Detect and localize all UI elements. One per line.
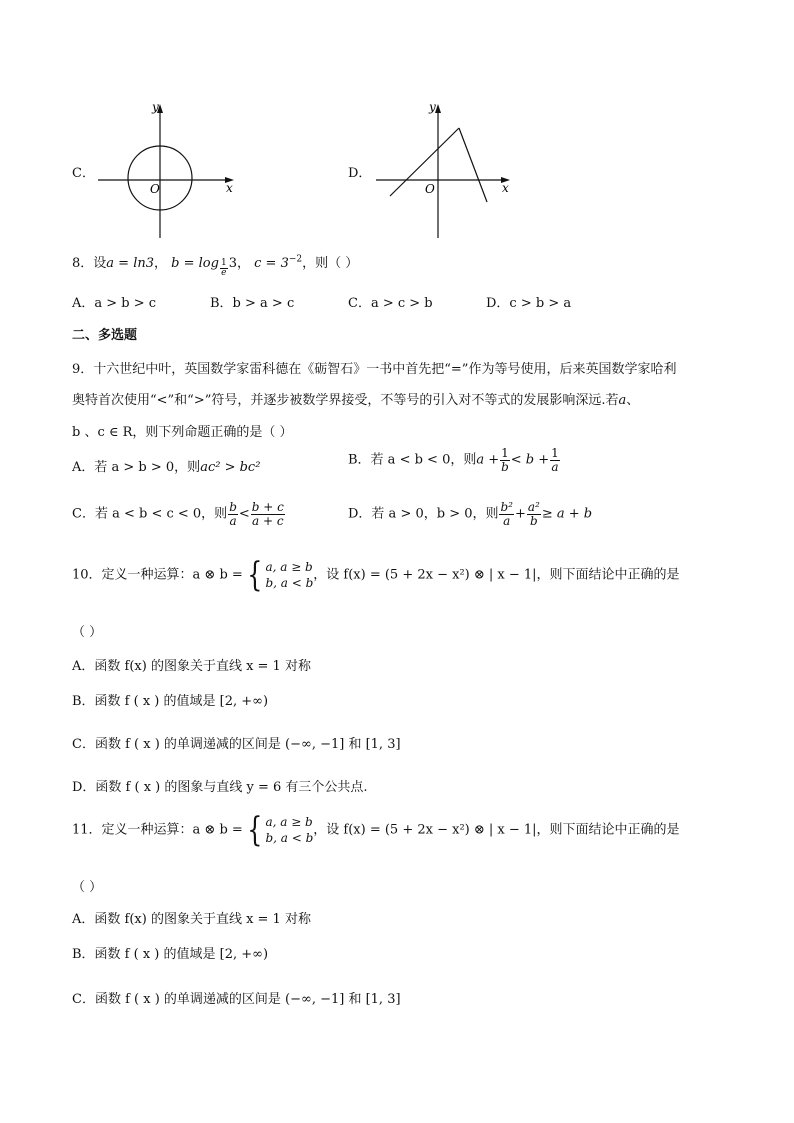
q9-line-2: 奥特首次使用“<”和“>”符号，并逐步被数学界接受，不等号的引入对不等式的发展影响深远.若a、 [72,393,640,408]
section-heading-multi-choice: 二、多选题 [72,328,138,343]
y-label: y [429,100,436,114]
option-c-label: C． [72,166,95,181]
graph-d-lines [372,98,522,240]
y-axis-arrow [435,104,441,113]
option-d-label: D． [348,166,372,181]
q8-suffix: ，则（ ） [302,256,359,271]
question-8: 8．设a = ln3， b = log $\frac{1}{e}$ 3， $c = 3^{-2}$，则（ ） [72,254,359,278]
q9-option-b: B．若 a < b < 0，则a + $\frac{1}{b}$ < b + $\frac{1}{a}$ [348,446,559,474]
q8-option-a: A．a > b > c [72,296,157,311]
q11-option-c: C．函数 f ( x ) 的单调递减的区间是 (−∞, −1] 和 [1, 3] [72,992,401,1007]
q9-option-c: C．若 a < b < c < 0，则 $\frac{b}{a}$ < $\frac{b + c}{a + c}$ [72,500,284,528]
q11-paren: （ ） [72,880,103,895]
q10-option-b: B．函数 f ( x ) 的值域是 [2, +∞) [72,694,269,709]
q8-b-expr: b = log [171,256,219,271]
q11-option-a: A．函数 f(x) 的图象关于直线 x = 1 对称 [72,912,311,927]
q8-option-d: D．c > b > a [486,296,572,311]
q8-option-c: C．a > c > b [348,296,433,311]
q9-line-3: b 、c ∈ R，则下列命题正确的是（ ） [72,425,293,440]
q10-option-a: A．函数 f(x) 的图象关于直线 x = 1 对称 [72,659,311,674]
graph-c-circle [92,98,242,240]
q8-log-base: $\frac{1}{e}$ [220,257,227,278]
q9-option-d: D．若 a > 0，b > 0，则 $\frac{\text{b²}}{a}$ + $\frac{\text{a²}}{b}$ ≥ a + b [348,500,593,528]
q11-stem: 11．定义一种运算：a ⊗ b = { a, a ≥ b b, a < b ，设 f(x) = (5 + 2x − x²) ⊗ | x − 1|，则下面结论中正确的是 [72,810,680,850]
q9-line-1: 9．十六世纪中叶，英国数学家雷科德在《砺智石》一书中首先把“=”作为等号使用，后来英国数学家哈利 [72,362,677,377]
q8-c-expr: c = 3 [254,256,289,271]
q10-option-d: D．函数 f ( x ) 的图象与直线 y = 6 有三个公共点. [72,780,368,795]
q8-a-expr: a = ln3 [106,256,154,271]
origin-label: O [425,182,435,196]
q10-stem: 10．定义一种运算：a ⊗ b = { a, a ≥ b b, a < b ，设 f(x) = (5 + 2x − x²) ⊗ | x − 1|，则下面结论中正确的是 [72,555,680,595]
q8-prefix: 8．设 [72,256,107,271]
y-label: y [152,100,159,114]
falling-line [459,128,487,202]
q10-option-c: C．函数 f ( x ) 的单调递减的区间是 (−∞, −1] 和 [1, 3] [72,737,401,752]
q8-log-arg: 3 [228,256,237,271]
x-label: x [502,181,509,195]
q11-option-b: B．函数 f ( x ) 的值域是 [2, +∞) [72,947,269,962]
q9-option-a: A．若 a > b > 0，则ac² > bc² [72,460,261,475]
x-label: x [226,181,233,195]
q10-paren: （ ） [72,625,103,640]
origin-label: O [150,182,160,196]
q8-c-exponent: −2 [288,254,303,265]
q8-option-b: B．b > a > c [210,296,295,311]
